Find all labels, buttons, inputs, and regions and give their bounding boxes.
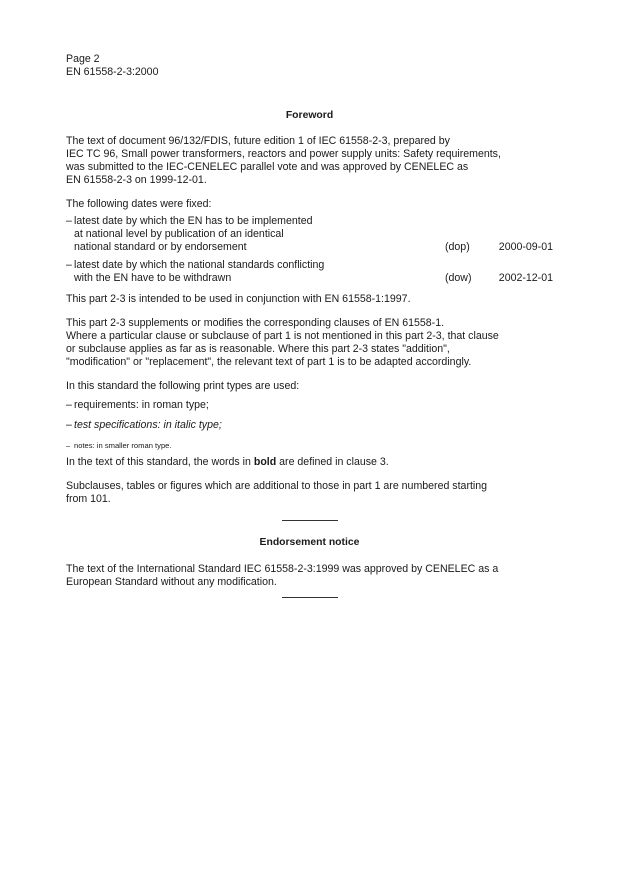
text-line: Where a particular clause or subclause of part 1 is not mentioned in this part 2-3, that clause (66, 330, 499, 342)
date-item-dop (66, 215, 553, 254)
print-types-list (66, 399, 553, 452)
text-line: or subclause applies as far as is reasonable. Where this part 2-3 states "addition", (66, 343, 450, 355)
conjunction-paragraph: This part 2-3 is intended to be used in conjunction with EN 61558-1:1997. (66, 293, 411, 305)
date-value: 2000-09-01 (498, 241, 553, 253)
text-line: The text of the International Standard IEC 61558-2-3:1999 was approved by CENELEC as a (66, 563, 499, 575)
page-number: Page 2 (66, 53, 100, 65)
text-line: with the EN have to be withdrawn (74, 272, 232, 284)
text-line: "modification" or "replacement", the relevant text of part 1 is to be adapted accordingly. (66, 356, 472, 368)
text-line: Subclauses, tables or figures which are additional to those in part 1 are numbered starting (66, 480, 488, 492)
document-number: EN 61558-2-3:2000 (66, 66, 159, 78)
dash-bullet: – (66, 399, 72, 411)
endorsement-title: Endorsement notice (259, 537, 360, 548)
print-type-italic (66, 419, 553, 432)
dash-bullet: – (66, 259, 72, 271)
print-type-text: requirements: in roman type; (74, 399, 209, 411)
foreword-paragraph-1 (66, 135, 553, 187)
print-types-intro: In this standard the following print types are used: (66, 380, 300, 392)
dash-bullet: – (66, 419, 72, 431)
text-fragment: are defined in clause 3. (276, 456, 389, 468)
date-code: (dow) (445, 272, 472, 284)
bold-definition-paragraph (66, 456, 553, 469)
dash-bullet: – (66, 215, 72, 227)
text-line: European Standard without any modification. (66, 576, 277, 588)
section-divider (282, 520, 338, 521)
text-line: at national level by publication of an identical (74, 228, 284, 240)
end-divider (282, 597, 338, 598)
foreword-title: Foreword (285, 110, 334, 121)
bold-word: bold (253, 456, 277, 468)
text-line: from 101. (66, 493, 111, 505)
supplements-paragraph (66, 317, 553, 369)
text-line: national standard or by endorsement (74, 241, 247, 253)
date-value: 2002-12-01 (498, 272, 553, 284)
text-line: latest date by which the national standards conflicting (74, 259, 325, 271)
endorsement-paragraph (66, 563, 553, 589)
text-fragment: In the text of this standard, the words in (66, 456, 254, 468)
print-type-text: notes: in smaller roman type. (74, 441, 172, 450)
date-item-dow (66, 259, 553, 285)
subclauses-paragraph (66, 480, 553, 506)
date-code: (dop) (445, 241, 470, 253)
document-page (66, 53, 553, 598)
dash-bullet: – (66, 441, 71, 450)
print-type-small (66, 439, 553, 452)
dates-list (66, 215, 553, 285)
print-type-text: test specifications: in italic type; (74, 419, 222, 431)
print-type-roman (66, 399, 553, 412)
text-line: latest date by which the EN has to be implemented (74, 215, 313, 227)
page-header (66, 53, 553, 79)
dates-intro: The following dates were fixed: (66, 198, 212, 210)
text-line: IEC TC 96, Small power transformers, reactors and power supply units: Safety requirements, (66, 148, 501, 160)
text-line: was submitted to the IEC-CENELEC parallel vote and was approved by CENELEC as (66, 161, 469, 173)
text-line: EN 61558-2-3 on 1999-12-01. (66, 174, 207, 186)
text-line: The text of document 96/132/FDIS, future edition 1 of IEC 61558-2-3, prepared by (66, 135, 450, 147)
text-line: This part 2-3 supplements or modifies the corresponding clauses of EN 61558-1. (66, 317, 445, 329)
